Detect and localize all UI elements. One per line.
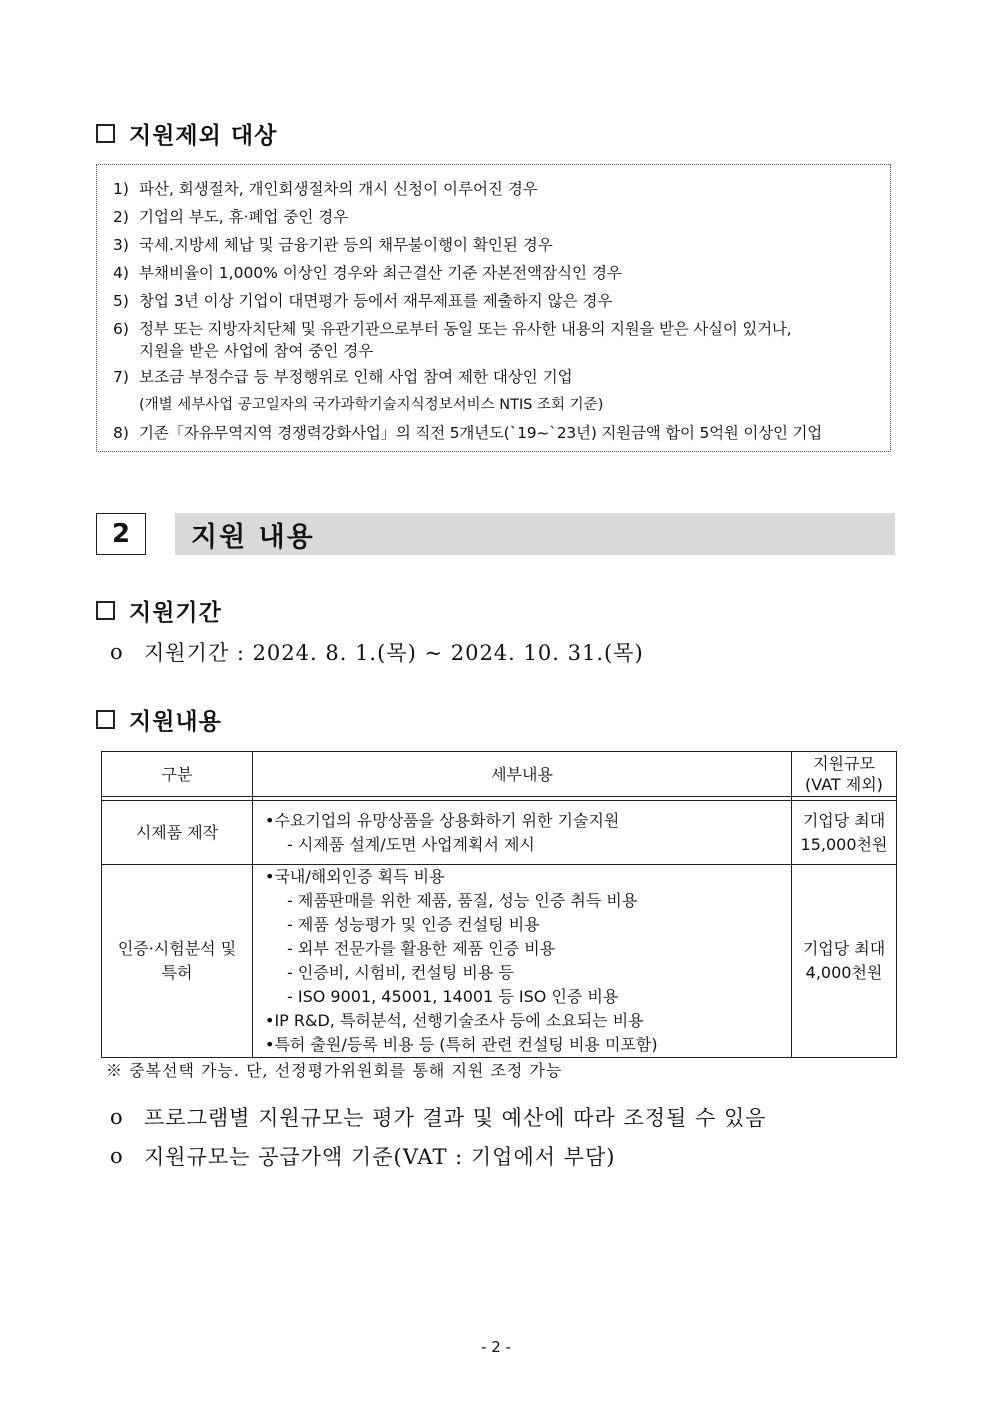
table-note: ※ 중복선택 가능. 단, 선정평가위원회를 통해 지원 조정 가능 — [106, 1061, 563, 1080]
exclusion-title: 지원제외 대상 — [129, 123, 278, 149]
list-item: 8) 기존「자유무역지역 경쟁력강화사업」의 직전 5개년도(`19~`23년) 지원금액 합이 5억원 이상인 기업 — [113, 424, 823, 442]
row-category: 시제품 제작 — [102, 801, 253, 865]
row-details: •수요기업의 유망상품을 상용화하기 위한 기술지원 - 시제품 설계/도면 사업계획서 제시 — [253, 801, 792, 865]
exclusion-box — [96, 164, 891, 452]
list-item: 3) 국세.지방세 체납 및 금융기관 등의 채무불이행이 확인된 경우 — [113, 236, 553, 254]
chapter-number: 2 — [96, 513, 146, 555]
exclusion-heading — [96, 117, 277, 150]
list-item-note: (개별 세부사업 공고일자의 국가과학기술지식정보서비스 NTIS 조회 기준) — [139, 397, 604, 413]
bullet-o: o — [110, 640, 124, 664]
list-item: 5) 창업 3년 이상 기업이 대면평가 등에서 재무제표를 제출하지 않은 경우 — [113, 292, 613, 310]
list-item: 7) 보조금 부정수급 등 부정행위로 인해 사업 참여 제한 대상인 기업 — [113, 368, 573, 386]
table-row — [102, 865, 897, 1058]
list-item: 4) 부채비율이 1,000% 이상인 경우와 최근결산 기준 자본전액잠식인 경우 — [113, 264, 622, 282]
content-bullet: o 프로그램별 지원규모는 평가 결과 및 예산에 따라 조정될 수 있음 — [110, 1105, 767, 1130]
row-details: •국내/해외인증 획득 비용 - 제품판매를 위한 제품, 품질, 성능 인증 취득 비용 - 제품 성능평가 및 인증 컨설팅 비용 - 외부 전문가를 활용한 제품 인증 비용 - 인증비, 시험비, 컨설팅 비용 등 - ISO 9001, 45001, 14001 등 ISO 인증 비용 •IP R&D, 특허분석, 선행기술조사 등에 소요되는 비용 •특허 출원/등록 비용 등 (특허 관련 컨설팅 비용 미포함) — [253, 865, 792, 1058]
row-scale: 기업당 최대 15,000천원 — [792, 801, 897, 865]
checkbox-square-icon — [96, 124, 115, 143]
table-row — [102, 801, 897, 865]
content-title: 지원내용 — [129, 709, 222, 735]
header-scale: 지원규모 (VAT 제외) — [792, 752, 897, 797]
bullet-o: o — [110, 1144, 124, 1168]
list-item: 1) 파산, 회생절차, 개인회생절차의 개시 신청이 이루어진 경우 — [113, 180, 538, 198]
period-text: 지원기간 : 2024. 8. 1.(목) ~ 2024. 10. 31.(목) — [144, 641, 644, 665]
support-table — [101, 751, 897, 1058]
content-heading — [96, 703, 222, 736]
chapter-title: 지원 내용 — [175, 513, 895, 555]
checkbox-square-icon — [96, 601, 115, 620]
header-details: 세부내용 — [253, 752, 792, 797]
page-number: - 2 - — [481, 1338, 511, 1356]
row-category: 인증·시험분석 및 특허 — [102, 865, 253, 1058]
row-scale: 기업당 최대 4,000천원 — [792, 865, 897, 1058]
period-heading — [96, 594, 222, 627]
list-item: 6) 정부 또는 지방자치단체 및 유관기관으로부터 동일 또는 유사한 내용의 지원을 받은 사실이 있거나, — [113, 320, 792, 338]
list-item: 2) 기업의 부도, 휴·폐업 중인 경우 — [113, 208, 349, 226]
period-line — [110, 637, 644, 667]
checkbox-square-icon — [96, 710, 115, 729]
table-header-row — [102, 752, 897, 797]
header-category: 구분 — [102, 752, 253, 797]
list-item-continuation: 지원을 받은 사업에 참여 중인 경우 — [139, 342, 374, 360]
bullet-o: o — [110, 1105, 124, 1129]
content-bullet: o 지원규모는 공급가액 기준(VAT : 기업에서 부담) — [110, 1144, 616, 1169]
period-title: 지원기간 — [129, 600, 222, 626]
